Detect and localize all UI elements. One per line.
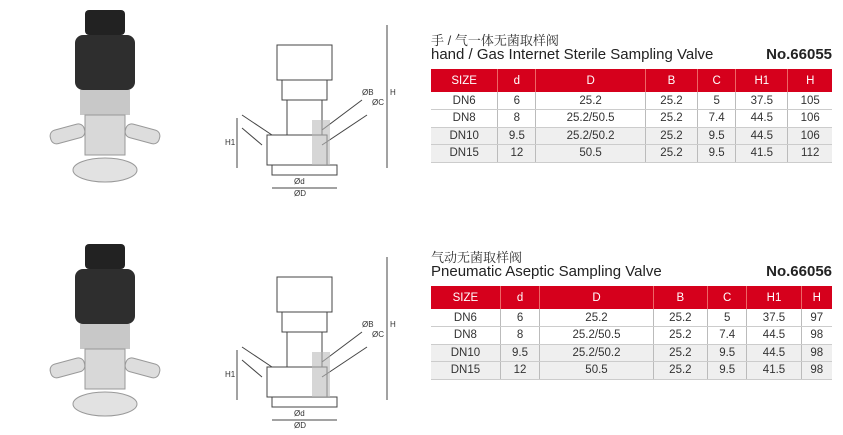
table-cell: 25.2 bbox=[645, 110, 697, 128]
table-cell: 25.2 bbox=[645, 92, 697, 110]
table-cell: DN8 bbox=[431, 110, 498, 128]
c-label: ØC bbox=[372, 330, 384, 339]
table-cell: 9.5 bbox=[498, 127, 536, 145]
product-number: No.66056 bbox=[766, 263, 832, 280]
table-cell: 25.2 bbox=[653, 344, 707, 362]
D-label: ØD bbox=[294, 421, 306, 430]
product-section bbox=[0, 217, 843, 434]
spec-table bbox=[431, 69, 832, 163]
table-row bbox=[431, 110, 832, 128]
h1-label: H1 bbox=[225, 138, 236, 147]
table-cell: 97 bbox=[801, 309, 832, 327]
table-cell: 6 bbox=[498, 92, 536, 110]
table-cell: 25.2/50.2 bbox=[540, 344, 654, 362]
table-cell: 44.5 bbox=[747, 327, 801, 345]
table-cell: 37.5 bbox=[736, 92, 788, 110]
table-cell: DN6 bbox=[431, 92, 498, 110]
column-header: d bbox=[500, 286, 539, 309]
table-cell: 98 bbox=[801, 327, 832, 345]
product-section bbox=[0, 0, 843, 217]
table-cell: 6 bbox=[500, 309, 539, 327]
table-row bbox=[431, 362, 832, 380]
title-english: hand / Gas Internet Sterile Sampling Valve bbox=[431, 46, 714, 63]
table-row bbox=[431, 309, 832, 327]
table-cell: 25.2 bbox=[536, 92, 645, 110]
table-cell: 37.5 bbox=[747, 309, 801, 327]
technical-drawing bbox=[222, 10, 412, 200]
valve-photo bbox=[45, 5, 195, 195]
table-cell: 5 bbox=[707, 309, 746, 327]
c-label: ØC bbox=[372, 98, 384, 107]
table-cell: 25.2/50.5 bbox=[536, 110, 645, 128]
table-row bbox=[431, 127, 832, 145]
column-header: C bbox=[698, 69, 736, 92]
D-label: ØD bbox=[294, 189, 306, 198]
table-cell: 98 bbox=[801, 344, 832, 362]
table-cell: 9.5 bbox=[698, 127, 736, 145]
table-cell: 25.2 bbox=[653, 362, 707, 380]
column-header: SIZE bbox=[431, 69, 498, 92]
table-cell: 9.5 bbox=[500, 344, 539, 362]
technical-drawing bbox=[222, 242, 412, 432]
title-chinese: 气动无菌取样阀 bbox=[431, 250, 523, 265]
table-cell: DN10 bbox=[431, 344, 500, 362]
table-cell: 9.5 bbox=[707, 344, 746, 362]
h-label: H bbox=[390, 88, 396, 97]
table-cell: 12 bbox=[500, 362, 539, 380]
b-label: ØB bbox=[362, 88, 374, 97]
table-cell: 8 bbox=[498, 110, 536, 128]
table-cell: DN8 bbox=[431, 327, 500, 345]
table-cell: 12 bbox=[498, 145, 536, 163]
title-english: Pneumatic Aseptic Sampling Valve bbox=[431, 263, 662, 280]
table-cell: 44.5 bbox=[736, 110, 788, 128]
table-cell: 44.5 bbox=[747, 344, 801, 362]
table-cell: 50.5 bbox=[540, 362, 654, 380]
table-cell: 106 bbox=[788, 110, 832, 128]
table-cell: DN6 bbox=[431, 309, 500, 327]
table-cell: 25.2 bbox=[540, 309, 654, 327]
table-cell: 25.2 bbox=[645, 145, 697, 163]
column-header: SIZE bbox=[431, 286, 500, 309]
table-cell: 7.4 bbox=[698, 110, 736, 128]
column-header: H1 bbox=[747, 286, 801, 309]
table-cell: 105 bbox=[788, 92, 832, 110]
table-cell: 98 bbox=[801, 362, 832, 380]
table-cell: 25.2 bbox=[653, 309, 707, 327]
table-cell: 106 bbox=[788, 127, 832, 145]
product-number: No.66055 bbox=[766, 46, 832, 63]
d-label: Ød bbox=[294, 409, 305, 418]
table-cell: DN15 bbox=[431, 145, 498, 163]
column-header: B bbox=[653, 286, 707, 309]
spec-table bbox=[431, 286, 832, 380]
column-header: C bbox=[707, 286, 746, 309]
table-cell: 25.2 bbox=[645, 127, 697, 145]
column-header: H bbox=[801, 286, 832, 309]
table-cell: 9.5 bbox=[707, 362, 746, 380]
table-cell: 25.2 bbox=[653, 327, 707, 345]
table-cell: 9.5 bbox=[698, 145, 736, 163]
b-label: ØB bbox=[362, 320, 374, 329]
table-cell: 7.4 bbox=[707, 327, 746, 345]
table-row bbox=[431, 145, 832, 163]
table-cell: DN10 bbox=[431, 127, 498, 145]
title-chinese: 手 / 气一体无菌取样阀 bbox=[431, 33, 559, 48]
table-cell: 41.5 bbox=[736, 145, 788, 163]
table-cell: 44.5 bbox=[736, 127, 788, 145]
table-row bbox=[431, 327, 832, 345]
column-header: B bbox=[645, 69, 697, 92]
table-cell: DN15 bbox=[431, 362, 500, 380]
table-cell: 25.2/50.2 bbox=[536, 127, 645, 145]
d-label: Ød bbox=[294, 177, 305, 186]
table-cell: 5 bbox=[698, 92, 736, 110]
table-row bbox=[431, 344, 832, 362]
column-header: d bbox=[498, 69, 536, 92]
column-header: D bbox=[540, 286, 654, 309]
valve-photo bbox=[45, 239, 195, 429]
table-cell: 112 bbox=[788, 145, 832, 163]
column-header: H bbox=[788, 69, 832, 92]
table-cell: 50.5 bbox=[536, 145, 645, 163]
h-label: H bbox=[390, 320, 396, 329]
column-header: H1 bbox=[736, 69, 788, 92]
table-row bbox=[431, 92, 832, 110]
table-cell: 8 bbox=[500, 327, 539, 345]
table-cell: 41.5 bbox=[747, 362, 801, 380]
column-header: D bbox=[536, 69, 645, 92]
h1-label: H1 bbox=[225, 370, 236, 379]
table-cell: 25.2/50.5 bbox=[540, 327, 654, 345]
